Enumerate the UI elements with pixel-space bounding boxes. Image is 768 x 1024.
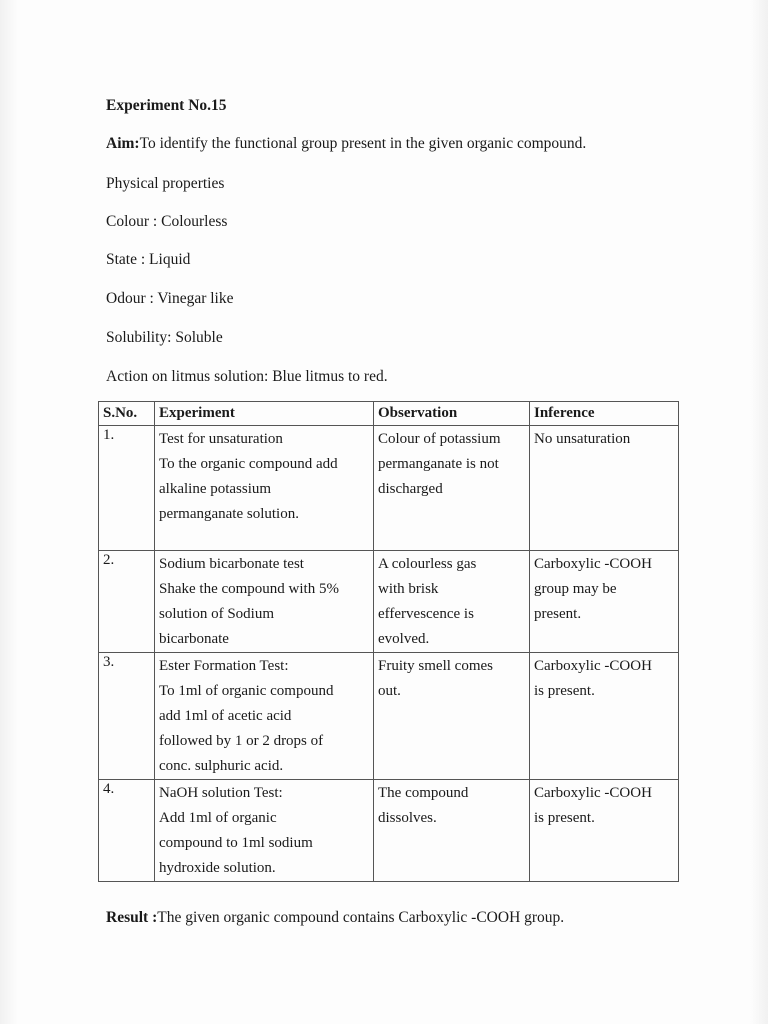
observation-line: A colourless gas [378,556,477,572]
experiment-line: hydroxide solution. [159,860,276,876]
table-row [99,780,679,882]
experiment-line: To the organic compound add [159,456,338,472]
table-row [99,653,679,780]
result-line [106,908,564,928]
cell-sno: 3. [99,653,155,780]
observation-line: Colour of potassium [378,431,501,447]
cell-inference [530,780,679,882]
cell-inference [530,426,679,551]
experiment-line: compound to 1ml sodium [159,835,313,851]
page-edge-shadow-right [750,0,768,1024]
observation-line: with brisk [378,581,439,597]
experiment-line: Sodium bicarbonate test [159,556,304,572]
observation-line: Fruity smell comes [378,658,493,674]
cell-observation [374,426,530,551]
cell-experiment [155,426,374,551]
experiment-heading: Experiment No.15 [106,97,227,114]
cell-sno: 4. [99,780,155,882]
cell-observation [374,780,530,882]
experiment-line: Test for unsaturation [159,431,283,447]
header-observation: Observation [374,402,530,426]
cell-observation [374,551,530,653]
observation-line: effervescence is [378,606,474,622]
experiment-line: followed by 1 or 2 drops of [159,733,324,749]
experiment-line: add 1ml of acetic acid [159,708,292,724]
table-header-row [99,402,679,426]
inference-line: group may be [534,581,617,597]
result-label: Result : [106,909,158,926]
experiment-line: solution of Sodium [159,606,275,622]
result-text: The given organic compound contains Carboxylic -COOH group. [157,909,565,926]
physical-properties-heading: Physical properties [106,175,225,192]
inference-line: present. [534,606,582,622]
header-sno: S.No. [99,402,155,426]
experiment-line: To 1ml of organic compound [159,683,334,699]
cell-sno: 1. [99,426,155,551]
observation-line: permanganate is not [378,456,499,472]
table-row [99,426,679,551]
aim-line [106,134,586,154]
observation-line: out. [378,683,401,699]
property-litmus-action: Action on litmus solution: Blue litmus to red. [106,368,388,385]
cell-sno: 2. [99,551,155,653]
experiment-line: bicarbonate [159,631,229,647]
cell-inference [530,653,679,780]
header-inference: Inference [530,402,679,426]
observation-line: The compound [378,785,469,801]
observation-line: discharged [378,481,443,497]
aim-label: Aim: [106,135,140,152]
cell-experiment [155,780,374,882]
experiment-line: alkaline potassium [159,481,272,497]
cell-experiment [155,653,374,780]
page-edge-shadow-left [0,0,18,1024]
experiment-line: conc. sulphuric acid. [159,758,284,774]
experiment-line: Ester Formation Test: [159,658,289,674]
experiment-table [98,401,679,882]
inference-line: is present. [534,683,595,699]
experiment-line: Add 1ml of organic [159,810,277,826]
table-row [99,551,679,653]
cell-experiment [155,551,374,653]
property-odour: Odour : Vinegar like [106,290,234,307]
property-colour: Colour : Colourless [106,213,228,230]
inference-line: Carboxylic -COOH [534,556,652,572]
observation-line: dissolves. [378,810,437,826]
experiment-line: permanganate solution. [159,506,299,522]
property-state: State : Liquid [106,251,191,268]
cell-observation [374,653,530,780]
experiment-line: NaOH solution Test: [159,785,283,801]
inference-line: Carboxylic -COOH [534,658,652,674]
header-experiment: Experiment [155,402,374,426]
aim-text: To identify the functional group present in the given organic compound. [139,135,587,152]
inference-line: No unsaturation [534,431,631,447]
experiment-line: Shake the compound with 5% [159,581,339,597]
observation-line: evolved. [378,631,430,647]
property-solubility: Solubility: Soluble [106,329,223,346]
inference-line: is present. [534,810,595,826]
inference-line: Carboxylic -COOH [534,785,652,801]
cell-inference [530,551,679,653]
